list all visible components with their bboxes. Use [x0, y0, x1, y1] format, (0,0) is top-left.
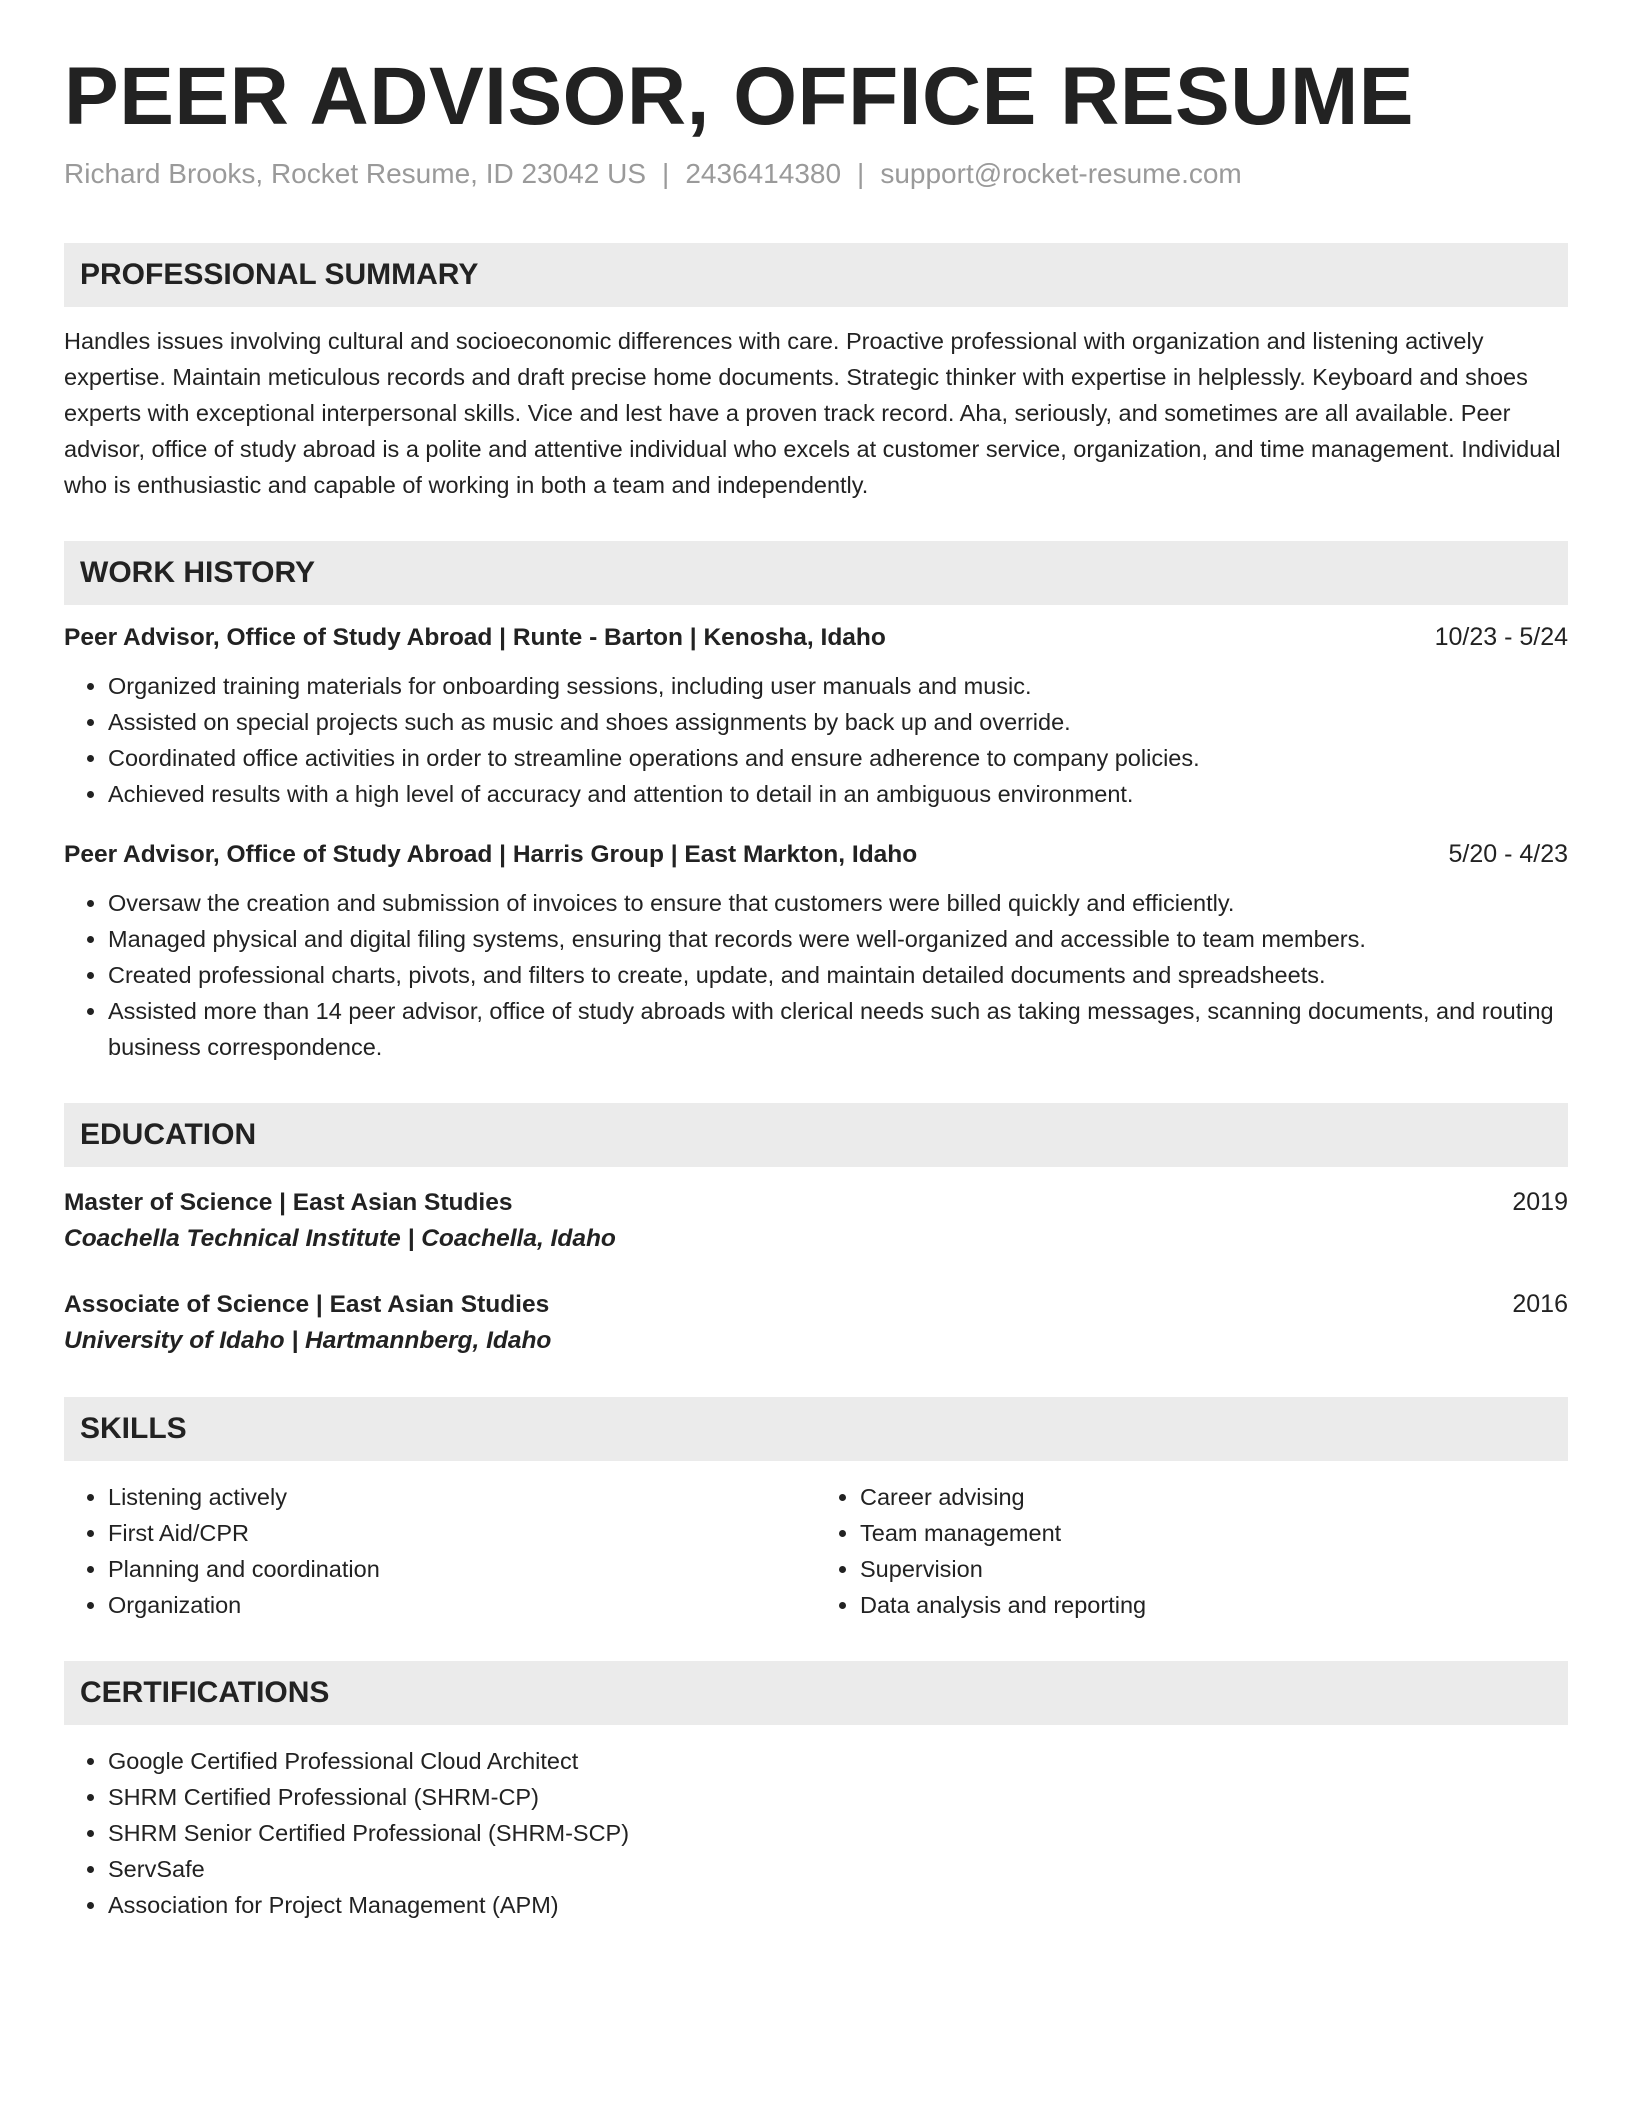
job-entry: [64, 623, 1568, 812]
resume-title: PEER ADVISOR, OFFICE RESUME: [64, 51, 1414, 142]
job-title: Peer Advisor, Office of Study Abroad | Harris Group | East Markton, Idaho: [64, 840, 918, 868]
education-entry: [64, 1287, 1568, 1359]
contact-separator: |: [857, 158, 865, 190]
contact-separator: |: [662, 158, 670, 190]
job-bullets: [64, 668, 1568, 812]
skill-item: • First Aid/CPR: [108, 1515, 816, 1551]
skills-column-right: [816, 1479, 1568, 1623]
job-bullet: • Assisted more than 14 peer advisor, office of study abroads with clerical needs such as taking messages, scanning documents, and routing business correspondence.: [108, 993, 1568, 1065]
certifications-list: [64, 1743, 1568, 1923]
job-dates: 10/23 - 5/24: [1434, 622, 1568, 651]
education-year: 2016: [1512, 1289, 1568, 1318]
degree: Associate of Science | East Asian Studies: [64, 1290, 550, 1318]
skill-item: • Organization: [108, 1587, 816, 1623]
skill-item: • Team management: [860, 1515, 1568, 1551]
skills-heading: SKILLS: [64, 1397, 1568, 1461]
certification-item: • Google Certified Professional Cloud Architect: [108, 1743, 1568, 1779]
work-history-heading: WORK HISTORY: [64, 541, 1568, 605]
education-year: 2019: [1512, 1187, 1568, 1216]
contact-phone: 2436414380: [685, 158, 842, 190]
job-bullet: • Organized training materials for onboarding sessions, including user manuals and music.: [108, 668, 1568, 704]
certification-item: • Association for Project Management (APM): [108, 1887, 1568, 1923]
skill-item: • Supervision: [860, 1551, 1568, 1587]
job-bullet: • Oversaw the creation and submission of invoices to ensure that customers were billed quickly and efficiently.: [108, 885, 1568, 921]
skills-list: [64, 1479, 1568, 1623]
certification-item: • SHRM Senior Certified Professional (SHRM-SCP): [108, 1815, 1568, 1851]
school: University of Idaho | Hartmannberg, Idaho: [64, 1326, 552, 1354]
education-entry: [64, 1185, 1568, 1257]
job-bullet: • Managed physical and digital filing systems, ensuring that records were well-organized and accessible to team members.: [108, 921, 1568, 957]
certification-item: • SHRM Certified Professional (SHRM-CP): [108, 1779, 1568, 1815]
skill-item: • Listening actively: [108, 1479, 816, 1515]
contact-email: support@rocket-resume.com: [880, 158, 1242, 190]
job-entry: [64, 840, 1568, 1065]
certification-item: • ServSafe: [108, 1851, 1568, 1887]
education-heading: EDUCATION: [64, 1103, 1568, 1167]
certifications-heading: CERTIFICATIONS: [64, 1661, 1568, 1725]
degree: Master of Science | East Asian Studies: [64, 1188, 513, 1216]
job-bullet: • Achieved results with a high level of accuracy and attention to detail in an ambiguous environment.: [108, 776, 1568, 812]
skill-item: • Data analysis and reporting: [860, 1587, 1568, 1623]
job-title: Peer Advisor, Office of Study Abroad | Runte - Barton | Kenosha, Idaho: [64, 623, 886, 651]
job-bullets: [64, 885, 1568, 1065]
job-bullet: • Created professional charts, pivots, and filters to create, update, and maintain detailed documents and spreadsheets.: [108, 957, 1568, 993]
certifications-bullets: [64, 1743, 1568, 1923]
job-dates: 5/20 - 4/23: [1448, 839, 1568, 868]
skill-item: • Career advising: [860, 1479, 1568, 1515]
skill-item: • Planning and coordination: [108, 1551, 816, 1587]
contact-line: [64, 156, 1568, 192]
contact-address: Richard Brooks, Rocket Resume, ID 23042 US: [64, 158, 647, 190]
summary-text: Handles issues involving cultural and socioeconomic differences with care. Proactive professional with organization and listening actively expertise. Maintain meticulous records and draft precise home documents. Strategic thinker with expertise in helplessly. Keyboard and shoes experts with exceptional interpersonal skills. Vice and lest have a proven track record. Aha, seriously, and sometimes are all available. Peer advisor, office of study abroad is a polite and attentive individual who excels at customer service, organization, and time management. Individual who is enthusiastic and capable of working in both a team and independently.: [64, 327, 1561, 498]
skills-column-left: [64, 1479, 816, 1623]
school: Coachella Technical Institute | Coachella, Idaho: [64, 1224, 616, 1252]
job-bullet: • Coordinated office activities in order to streamline operations and ensure adherence to company policies.: [108, 740, 1568, 776]
summary-heading: PROFESSIONAL SUMMARY: [64, 243, 1568, 307]
job-bullet: • Assisted on special projects such as music and shoes assignments by back up and override.: [108, 704, 1568, 740]
